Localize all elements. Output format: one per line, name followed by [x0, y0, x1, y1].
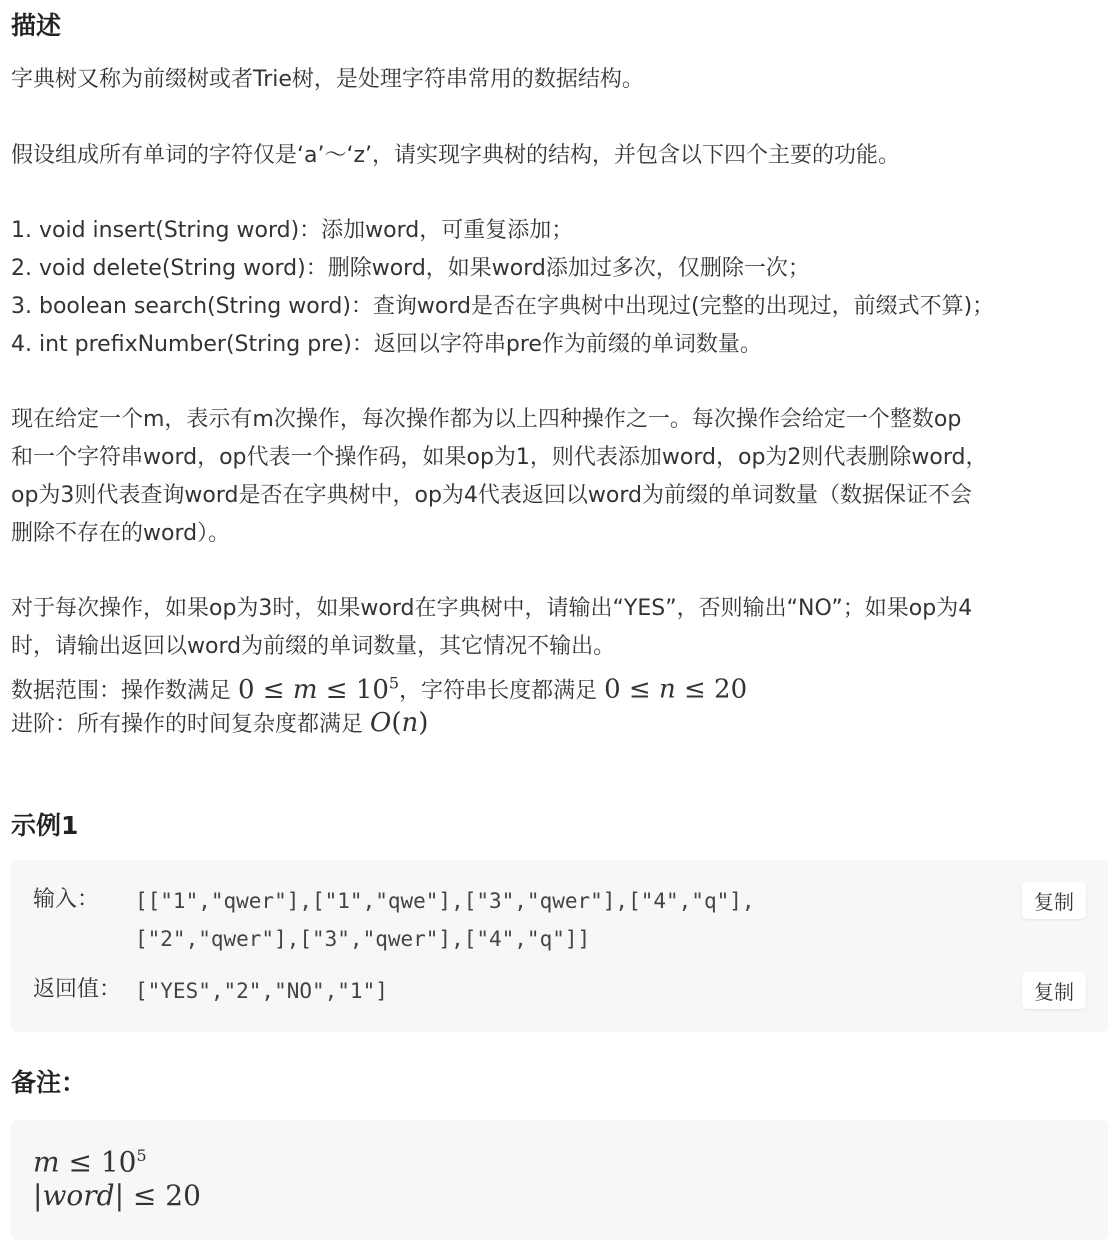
ops-line-2: 和一个字符串word，op代表一个操作码，如果op为1，则代表添加word，op为2则代表删除word， [11, 445, 988, 470]
return-label: 返回值： [33, 977, 122, 1002]
complexity-formula: O(n) [370, 708, 429, 738]
data-range [11, 668, 747, 707]
output-rule-1: 对于每次操作，如果op为3时，如果word在字典树中，请输出“YES”，否则输出“NO”；如果op为4 [11, 596, 973, 621]
note-word-constraint: |word| ≤ 20 [33, 1179, 201, 1212]
ops-line-1: 现在给定一个m，表示有m次操作，每次操作都为以上四种操作之一。每次操作会给定一个整数op [11, 407, 962, 432]
note-box [11, 1120, 1108, 1240]
desc-line-1: 字典树又称为前缀树或者Trie树，是处理字符串常用的数据结构。 [11, 67, 644, 92]
example-title: 示例1 [11, 811, 79, 840]
copy-input-button[interactable]: 复制 [1022, 882, 1086, 919]
feature-insert: 1. void insert(String word)：添加word，可重复添加； [11, 218, 574, 243]
copy-output-button[interactable]: 复制 [1022, 972, 1086, 1009]
data-range-mid: ，字符串长度都满足 [399, 678, 605, 704]
range-n-formula: 0 ≤ n ≤ 20 [604, 674, 748, 705]
feature-search: 3. boolean search(String word)：查询word是否在字典树中出现过(完整的出现过，前缀式不算)； [11, 294, 995, 319]
note-title: 备注： [11, 1068, 87, 1097]
ops-line-4: 删除不存在的word）。 [11, 521, 231, 546]
ops-line-3: op为3则代表查询word是否在字典树中，op为4代表返回以word为前缀的单词数量（数据保证不会 [11, 483, 972, 508]
feature-prefix-number: 4. int prefixNumber(String pre)：返回以字符串pre作为前缀的单词数量。 [11, 332, 762, 357]
data-range-prefix: 数据范围：操作数满足 [11, 678, 238, 704]
note-m-constraint: $m \le 10^5$ [33, 1145, 147, 1179]
return-value: ["YES","2","NO","1"] [135, 979, 388, 1003]
advanced-requirement [11, 708, 428, 740]
feature-delete: 2. void delete(String word)：删除word，如果word添加过多次，仅删除一次； [11, 256, 810, 281]
input-label: 输入： [33, 887, 100, 912]
example-box [11, 860, 1108, 1032]
advanced-prefix: 进阶：所有操作的时间复杂度都满足 [11, 712, 370, 737]
input-code-line-1: [["1","qwer"],["1","qwe"],["3","qwer"],["4","q"], [135, 889, 755, 913]
description-title: 描述 [11, 11, 62, 40]
input-code-line-2: ["2","qwer"],["3","qwer"],["4","q"]] [135, 927, 591, 951]
desc-line-2: 假设组成所有单词的字符仅是‘a’～‘z’，请实现字典树的结构，并包含以下四个主要的功能。 [11, 143, 901, 168]
output-rule-2: 时，请输出返回以word为前缀的单词数量，其它情况不输出。 [11, 634, 616, 659]
range-m-formula: $0 \le m \le 10^5$ [238, 673, 400, 705]
